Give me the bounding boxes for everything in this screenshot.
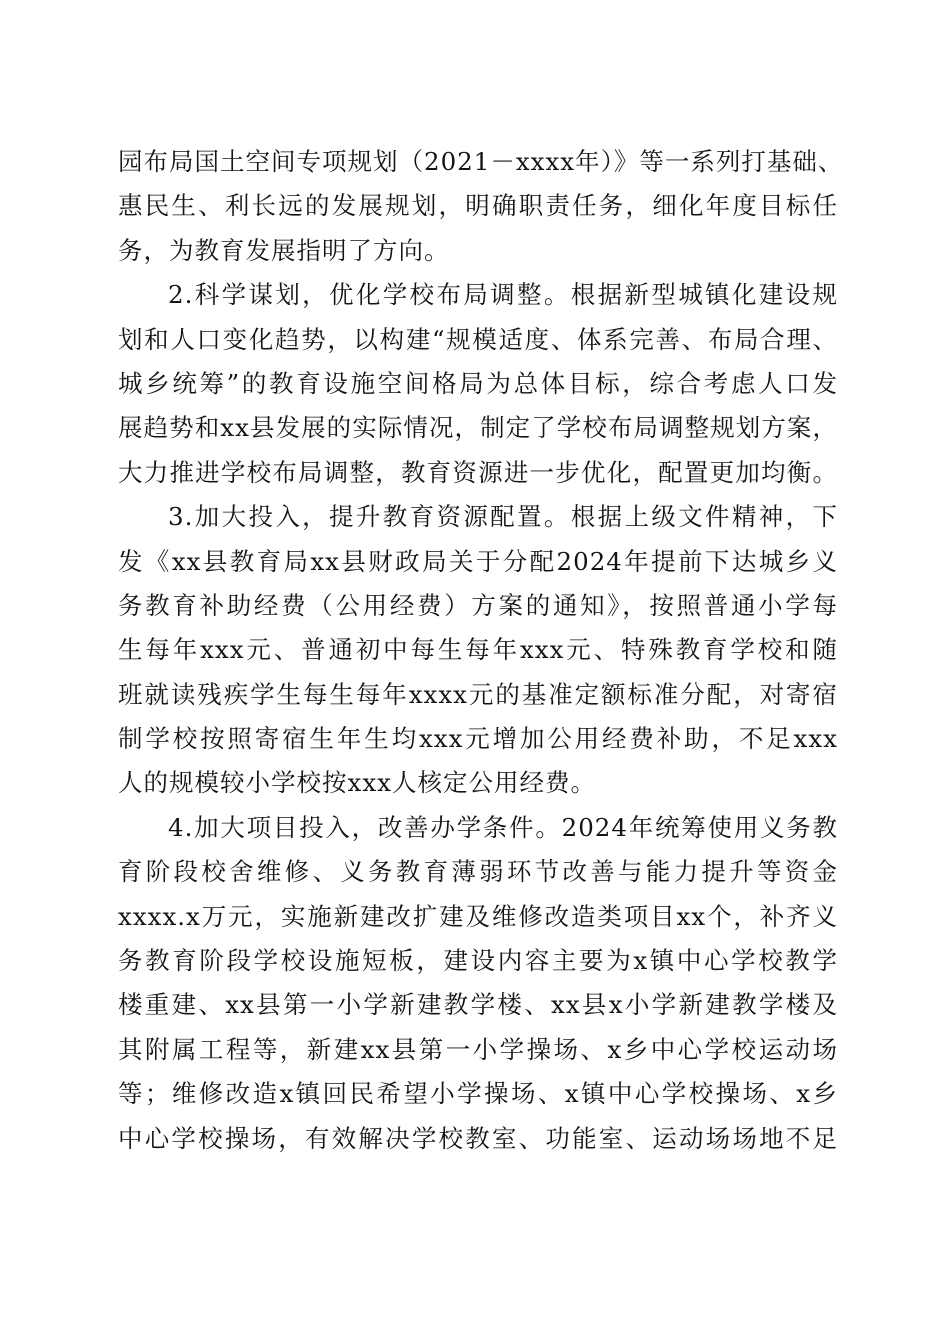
paragraph-4-heading-line: 4.加大项目投入，改善办学条件。2024年统筹使用义务教 [168, 812, 838, 842]
text-line: 划和人口变化趋势，以构建“规模适度、体系完善、布局合理、 [118, 324, 838, 354]
text-line: 育阶段校舍维修、义务教育薄弱环节改善与能力提升等资金 [118, 857, 838, 887]
text-line: 城乡统筹”的教育设施空间格局为总体目标，综合考虑人口发 [118, 368, 838, 398]
text-line: 制学校按照寄宿生年生均xxx元增加公用经费补助，不足xxx [118, 724, 838, 754]
text-line: 务，为教育发展指明了方向。 [118, 235, 450, 265]
text-line: 务教育补助经费（公用经费）方案的通知》，按照普通小学每 [118, 590, 838, 620]
text-line: 人的规模较小学校按xxx人核定公用经费。 [118, 768, 596, 798]
text-line: 其附属工程等，新建xx县第一小学操场、x乡中心学校运动场 [118, 1034, 838, 1064]
text-line: 等；维修改造x镇回民希望小学操场、x镇中心学校操场、x乡 [118, 1079, 838, 1109]
text-line: 惠民生、利长远的发展规划，明确职责任务，细化年度目标任 [118, 191, 838, 221]
paragraph-2-heading-line: 2.科学谋划，优化学校布局调整。根据新型城镇化建设规 [168, 280, 838, 310]
text-line: 班就读残疾学生每生每年xxxx元的基准定额标准分配，对寄宿 [118, 679, 838, 709]
text-line: 务教育阶段学校设施短板，建设内容主要为x镇中心学校教学 [118, 946, 838, 976]
paragraph-3-heading-line: 3.加大投入，提升教育资源配置。根据上级文件精神，下 [168, 502, 838, 532]
text-line: 楼重建、xx县第一小学新建教学楼、xx县x小学新建教学楼及 [118, 990, 838, 1020]
text-line: 中心学校操场，有效解决学校教室、功能室、运动场场地不足 [118, 1123, 838, 1153]
text-line: 大力推进学校布局调整，教育资源进一步优化，配置更加均衡。 [118, 457, 838, 487]
text-line: 发《xx县教育局xx县财政局关于分配2024年提前下达城乡义 [118, 546, 838, 576]
body-text [118, 140, 844, 1161]
text-line: 园布局国土空间专项规划（2021－xxxx年）》等一系列打基础、 [118, 147, 844, 176]
text-line: 生每年xxx元、普通初中每生每年xxx元、特殊教育学校和随 [118, 635, 838, 665]
text-line: xxxx.x万元，实施新建改扩建及维修改造类项目xx个，补齐义 [118, 901, 838, 931]
text-line: 展趋势和xx县发展的实际情况，制定了学校布局调整规划方案， [118, 413, 838, 443]
